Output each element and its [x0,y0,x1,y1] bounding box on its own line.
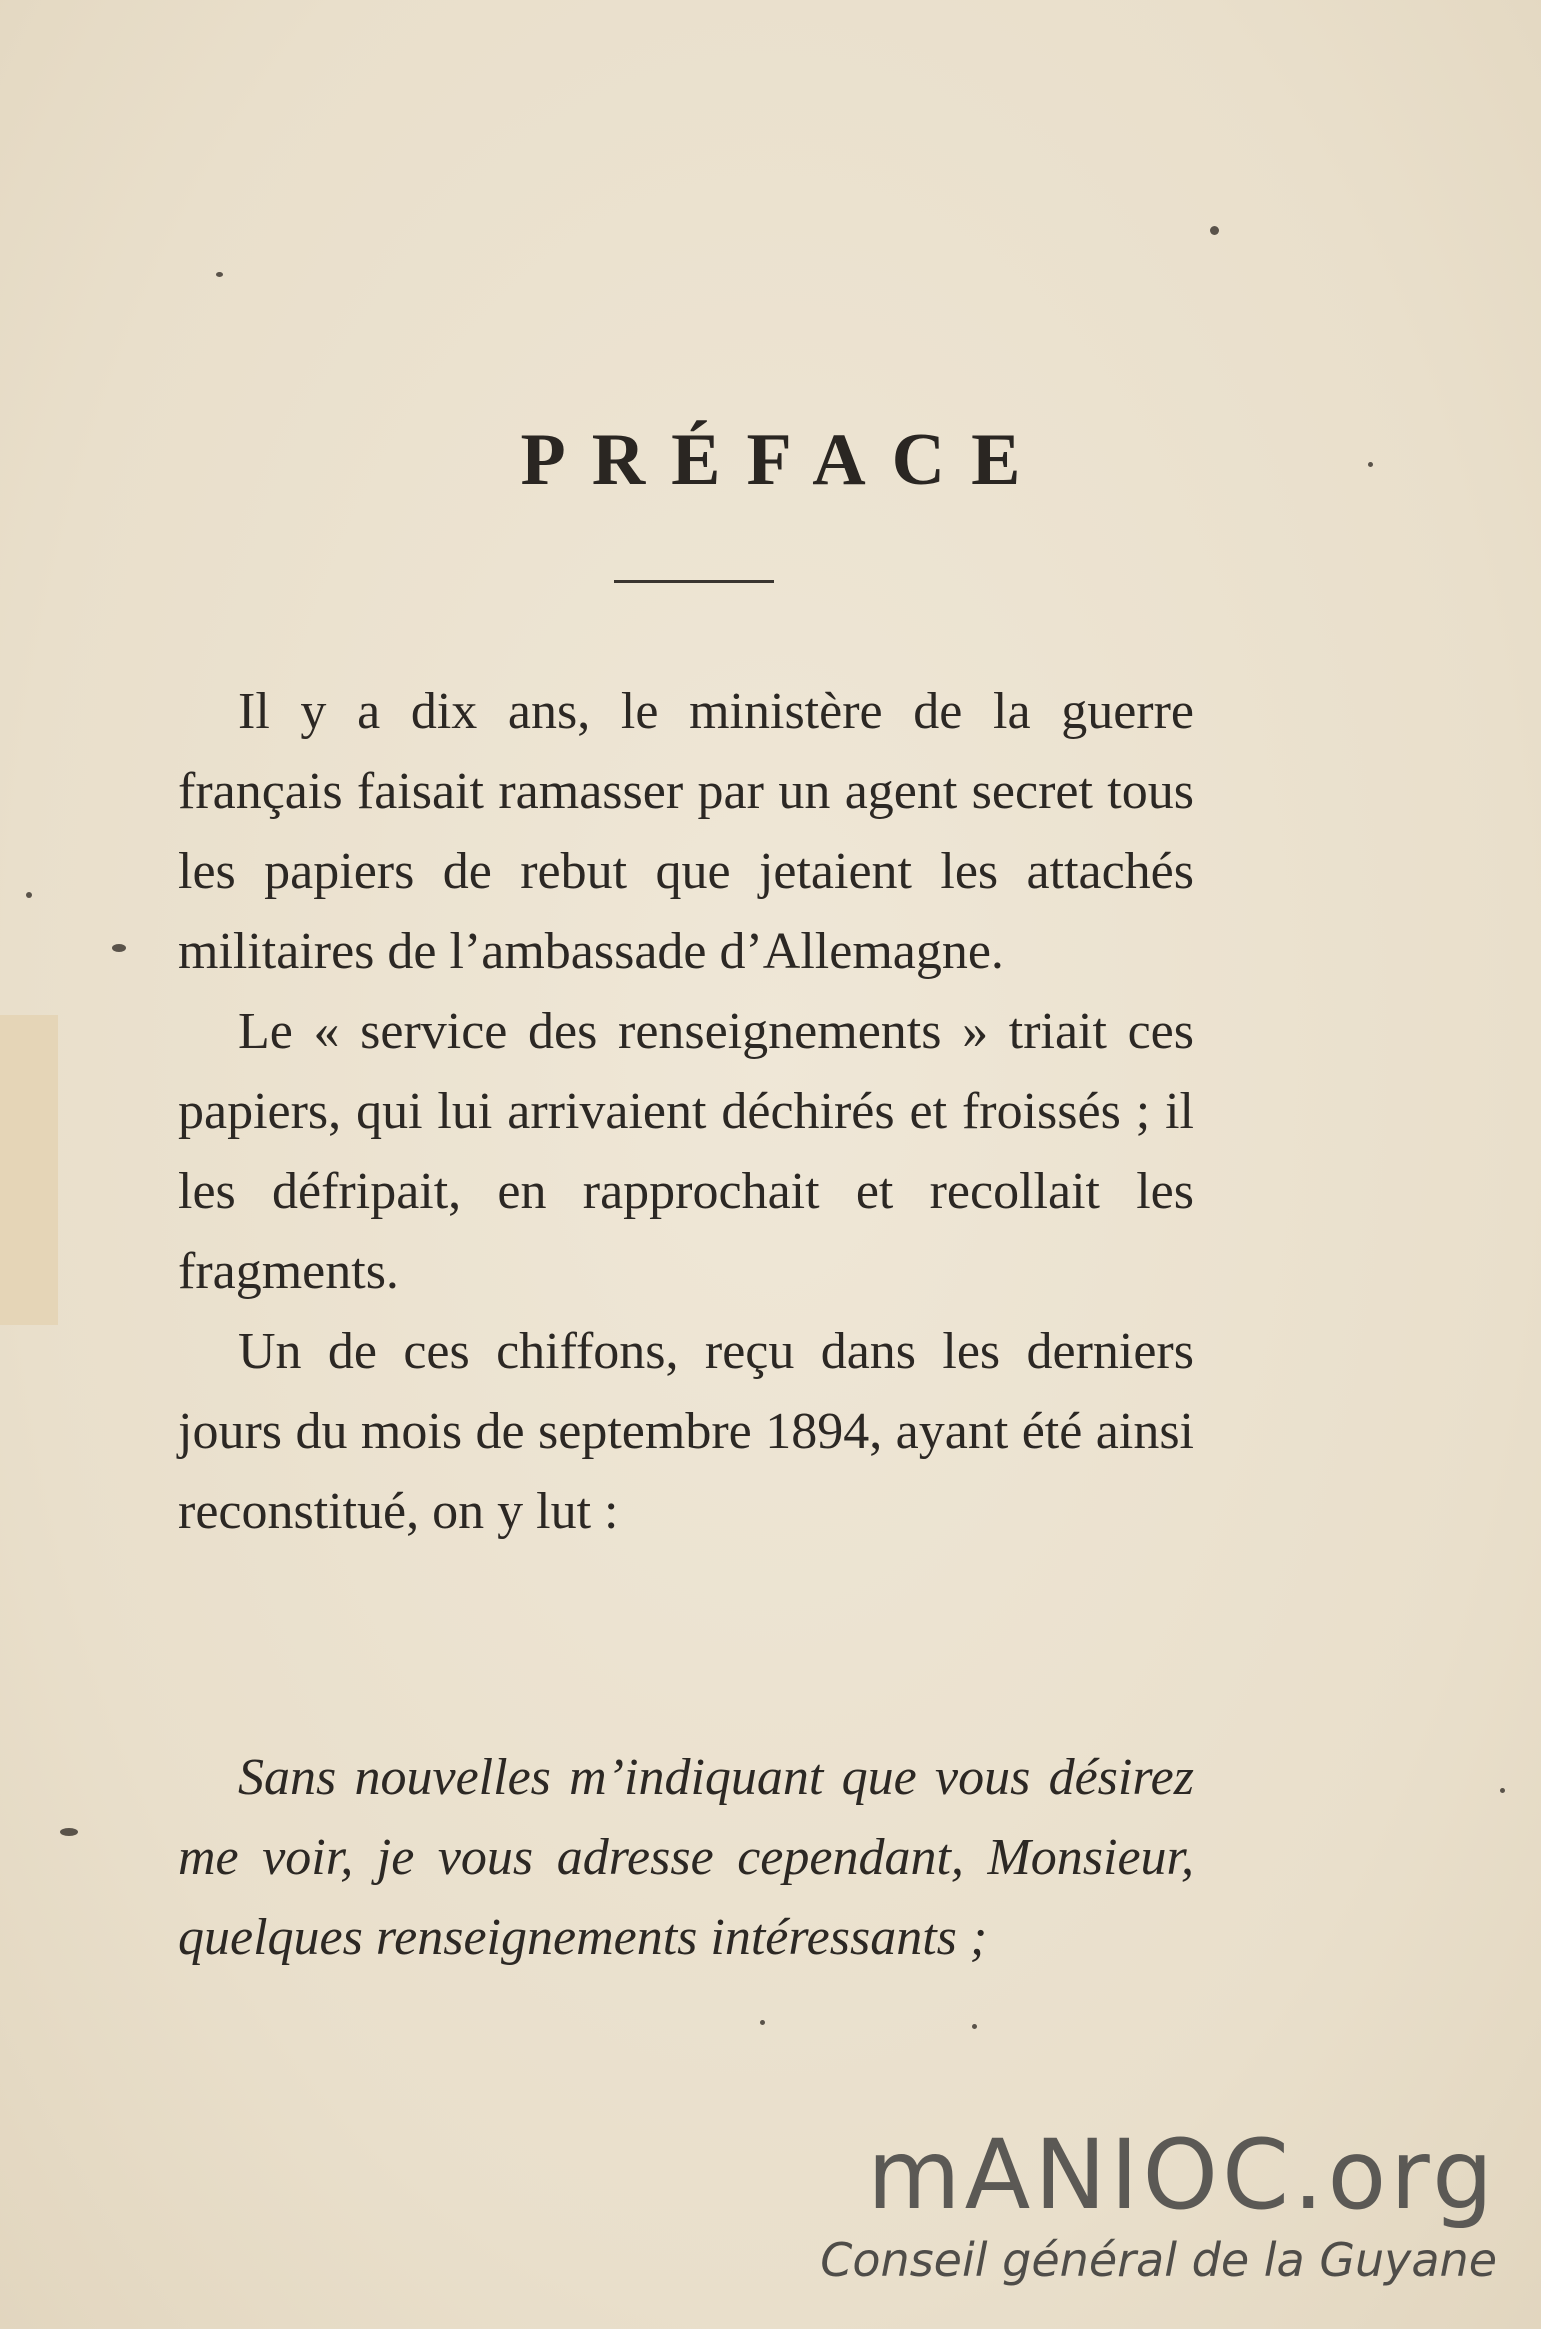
paragraph-3: Un de ces chiffons, reçu dans les derniers jours du mois de septembre 1894, ayant été ainsi reconstitué, on y lut : [178,1323,1194,1540]
quoted-letter [178,1738,1194,1978]
paragraph-2: Le « service des renseignements » triait ces papiers, qui lui arrivaient déchirés et froissés ; il les défripait, en rapprochait et recollait les fragments. [178,1003,1194,1300]
logo-subtitle: Conseil général de la Guyane [820,2233,1497,2287]
paragraph-1: Il y a dix ans, le ministère de la guerre français faisait ramasser par un agent secret tous les papiers de rebut que jetaient les attachés militaires de l’ambassade d’Allemagne. [178,683,1194,980]
paper-stain [0,1015,58,1325]
speck [1500,1788,1505,1793]
speck [60,1828,78,1836]
speck [1210,226,1219,235]
title-divider [614,580,774,583]
speck [112,944,126,952]
logo-wordmark: mANIOC.org [867,2119,1497,2231]
speck [1368,462,1373,467]
manioc-logo [820,2120,1497,2290]
speck [760,2020,765,2025]
speck [26,892,32,898]
body-text [178,672,1194,1552]
speck [972,2024,977,2029]
page-title: PRÉFACE [520,419,1047,501]
quote-paragraph: Sans nouvelles m’indiquant que vous désirez me voir, je vous adresse cependant, Monsieur, quelques renseignements intéressants ; [178,1749,1194,1966]
speck [216,272,223,277]
